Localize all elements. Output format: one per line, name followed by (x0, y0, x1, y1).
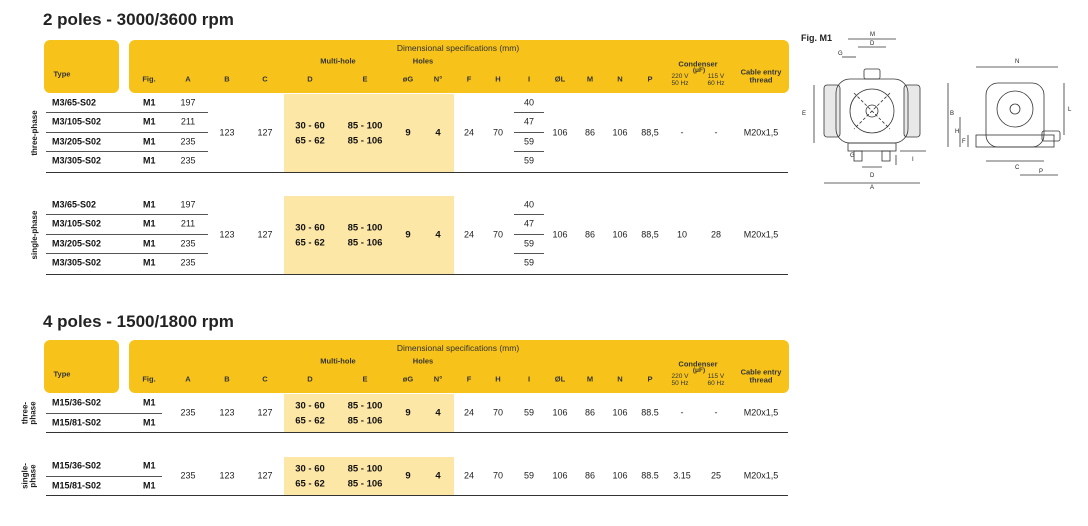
cell-e-bottom: 85 - 106 (347, 135, 383, 147)
cell-m: 86 (584, 127, 596, 138)
header-col-e: E (362, 74, 368, 84)
cell-c: 127 (257, 407, 273, 418)
header-col-l: ØL (554, 374, 566, 384)
cell-a: 235 (180, 238, 196, 249)
header-col-c: C (262, 74, 268, 84)
cell-d-top: 30 - 60 (295, 222, 325, 234)
header-condenser: Condenser (678, 59, 718, 69)
cell-cable: M20x1,5 (743, 229, 779, 240)
cell-g: 9 (405, 470, 411, 482)
cell-h: 70 (492, 229, 504, 240)
cell-a: 235 (180, 155, 196, 166)
header-col-b: B (224, 374, 230, 384)
row-divider (514, 253, 544, 254)
cell-a: 235 (180, 257, 196, 268)
svg-text:A: A (870, 185, 875, 191)
header-col-i: I (527, 74, 531, 84)
group-label-line1: three- (20, 401, 30, 425)
header-col-p: P (647, 374, 653, 384)
cell-n-holes: 4 (435, 407, 441, 419)
cell-p: 88.5 (641, 407, 659, 418)
cell-l: 106 (552, 229, 568, 240)
type-name: M3/205-S02 (52, 238, 102, 249)
row-divider (46, 413, 162, 414)
group-label: three-phase (29, 110, 39, 156)
cell-p: 88.5 (641, 470, 659, 481)
cell-b: 123 (219, 407, 235, 418)
row-divider (46, 132, 208, 133)
row-divider (46, 274, 788, 275)
row-divider (46, 432, 788, 433)
header-220v: 220 V (671, 372, 689, 380)
figure-title: Fig. M1 (801, 33, 832, 43)
cell-f: 24 (463, 127, 475, 138)
cell-h: 70 (492, 407, 504, 418)
cell-cond-50hz: 10 (676, 229, 688, 240)
svg-text:F: F (962, 139, 966, 145)
cell-cond-60hz: - (714, 127, 718, 138)
svg-text:N: N (1015, 59, 1020, 65)
header-col-p: P (647, 74, 653, 84)
cell-d-bottom: 65 - 62 (295, 415, 325, 427)
group-label-line2: phase (29, 464, 38, 488)
cell-d-bottom: 65 - 62 (295, 135, 325, 147)
cell-n: 106 (612, 470, 628, 481)
type-name: M3/65-S02 (52, 199, 97, 210)
cell-f: 24 (463, 407, 475, 418)
cell-a: 197 (180, 199, 196, 210)
cell-a: 235 (180, 407, 196, 418)
fig-value: M1 (143, 480, 156, 491)
header-col-a: A (185, 374, 191, 384)
fig-value: M1 (143, 116, 156, 127)
cell-i: 59 (523, 136, 535, 147)
header-condenser-unit: (μF) (692, 366, 706, 374)
header-cable-thread: thread (749, 375, 773, 385)
header-cable-entry: Cable entry (740, 67, 782, 77)
header-type: Type (53, 69, 71, 79)
cell-cable: M20x1,5 (743, 470, 779, 481)
row-divider (514, 112, 544, 113)
header-col-e: E (362, 374, 368, 384)
cell-i: 40 (523, 199, 535, 210)
cell-f: 24 (463, 229, 475, 240)
type-name: M15/81-S02 (52, 480, 102, 491)
cell-a: 235 (180, 136, 196, 147)
cell-n: 106 (612, 127, 628, 138)
fig-value: M1 (143, 199, 156, 210)
fig-value: M1 (143, 97, 156, 108)
group-label-line1: single- (20, 463, 30, 489)
svg-text:D: D (870, 41, 875, 47)
row-divider (514, 151, 544, 152)
header-col-d: D (307, 74, 313, 84)
cell-a: 211 (180, 218, 196, 229)
svg-text:B: B (950, 111, 955, 117)
type-name: M15/36-S02 (52, 397, 102, 408)
row-divider (46, 234, 208, 235)
cell-d-top: 30 - 60 (295, 120, 325, 132)
header-col-d: D (307, 374, 313, 384)
cell-d-bottom: 65 - 62 (295, 478, 325, 490)
header-multihole: Multi-hole (320, 356, 356, 366)
row-divider (46, 172, 788, 173)
header-col-fig: Fig. (142, 74, 156, 84)
header-col-n: N (617, 374, 623, 384)
header-60hz: 60 Hz (707, 79, 725, 87)
header-col-f: F (466, 374, 472, 384)
svg-text:D: D (870, 173, 875, 179)
row-divider (46, 476, 162, 477)
cell-e-top: 85 - 100 (347, 463, 383, 475)
fig-value: M1 (143, 397, 156, 408)
cell-m: 86 (584, 407, 596, 418)
header-dimensional: Dimensional specifications (mm) (396, 342, 520, 353)
header-220v: 220 V (671, 72, 689, 80)
cell-cable: M20x1,5 (743, 127, 779, 138)
header-col-c: C (262, 374, 268, 384)
cell-i: 47 (523, 218, 535, 229)
type-name: M3/65-S02 (52, 97, 97, 108)
header-cable-thread: thread (749, 75, 773, 85)
svg-text:E: E (802, 111, 807, 117)
cell-e-bottom: 85 - 106 (347, 415, 383, 427)
cell-b: 123 (219, 229, 235, 240)
cell-i: 59 (523, 238, 535, 249)
svg-text:I: I (912, 157, 914, 163)
cell-n-holes: 4 (435, 127, 441, 139)
header-col-m: M (586, 374, 594, 384)
header-dimensional: Dimensional specifications (mm) (396, 42, 520, 53)
cell-cond-50hz: - (680, 127, 684, 138)
group-label (22, 463, 39, 489)
cell-i: 59 (523, 470, 535, 481)
fig-value: M1 (143, 155, 156, 166)
multihole-column-shade (284, 196, 454, 274)
cell-h: 70 (492, 470, 504, 481)
cell-b: 123 (219, 470, 235, 481)
cell-e-bottom: 85 - 106 (347, 237, 383, 249)
group-label-line2: phase (29, 401, 38, 425)
fig-value: M1 (143, 136, 156, 147)
header-col-nh: N° (433, 374, 443, 384)
cell-b: 123 (219, 127, 235, 138)
cell-l: 106 (552, 470, 568, 481)
cell-cond-50hz: 3.15 (673, 470, 691, 481)
header-col-h: H (495, 74, 501, 84)
header-col-g: øG (402, 74, 414, 84)
dimension-drawing (796, 27, 1086, 191)
row-divider (46, 151, 208, 152)
cell-m: 86 (584, 229, 596, 240)
row-divider (46, 495, 788, 496)
header-cable-entry: Cable entry (740, 367, 782, 377)
cell-i: 59 (523, 155, 535, 166)
header-col-a: A (185, 74, 191, 84)
header-condenser-unit: (μF) (692, 66, 706, 74)
fig-value: M1 (143, 238, 156, 249)
svg-text:M: M (870, 32, 875, 38)
row-divider (514, 132, 544, 133)
header-condenser: Condenser (678, 359, 718, 369)
cell-n: 106 (612, 229, 628, 240)
type-name: M15/36-S02 (52, 460, 102, 471)
cell-a: 235 (180, 470, 196, 481)
cell-g: 9 (405, 127, 411, 139)
cell-e-bottom: 85 - 106 (347, 478, 383, 490)
svg-text:H: H (955, 129, 960, 135)
cell-cond-50hz: - (680, 407, 684, 418)
header-col-g: øG (402, 374, 414, 384)
row-divider (46, 214, 208, 215)
fig-value: M1 (143, 218, 156, 229)
header-115v: 115 V (707, 72, 725, 80)
cell-a: 211 (180, 116, 196, 127)
cell-n: 106 (612, 407, 628, 418)
cell-g: 9 (405, 229, 411, 241)
cell-i: 47 (523, 116, 535, 127)
type-header-cell (44, 40, 119, 93)
header-50hz: 50 Hz (671, 379, 689, 387)
type-name: M3/105-S02 (52, 218, 102, 229)
cell-g: 9 (405, 407, 411, 419)
row-divider (514, 234, 544, 235)
cell-i: 40 (523, 97, 535, 108)
cell-c: 127 (257, 229, 273, 240)
cell-l: 106 (552, 127, 568, 138)
cell-c: 127 (257, 470, 273, 481)
type-name: M3/305-S02 (52, 257, 102, 268)
cell-n-holes: 4 (435, 229, 441, 241)
cell-h: 70 (492, 127, 504, 138)
header-115v: 115 V (707, 372, 725, 380)
cell-e-top: 85 - 100 (347, 400, 383, 412)
cell-cond-60hz: - (714, 407, 718, 418)
group-label: single-phase (29, 210, 39, 260)
cell-e-top: 85 - 100 (347, 120, 383, 132)
header-col-nh: N° (433, 74, 443, 84)
cell-l: 106 (552, 407, 568, 418)
type-name: M15/81-S02 (52, 417, 102, 428)
svg-text:C: C (1015, 165, 1020, 171)
cell-cond-60hz: 28 (710, 229, 722, 240)
cell-d-top: 30 - 60 (295, 463, 325, 475)
header-holes: Holes (412, 356, 434, 366)
svg-text:L: L (1068, 107, 1072, 113)
header-50hz: 50 Hz (671, 79, 689, 87)
cell-cable: M20x1,5 (743, 407, 779, 418)
cell-cond-60hz: 25 (710, 470, 722, 481)
header-col-h: H (495, 374, 501, 384)
section2-title: 4 poles - 1500/1800 rpm (43, 312, 234, 331)
row-divider (514, 214, 544, 215)
svg-text:G: G (850, 153, 855, 159)
header-type: Type (53, 369, 71, 379)
header-col-f: F (466, 74, 472, 84)
cell-i: 59 (523, 407, 535, 418)
header-multihole: Multi-hole (320, 56, 356, 66)
cell-c: 127 (257, 127, 273, 138)
fig-value: M1 (143, 257, 156, 268)
cell-d-top: 30 - 60 (295, 400, 325, 412)
multihole-column-shade (284, 94, 454, 172)
section1-title: 2 poles - 3000/3600 rpm (43, 10, 234, 29)
cell-m: 86 (584, 470, 596, 481)
cell-e-top: 85 - 100 (347, 222, 383, 234)
header-col-b: B (224, 74, 230, 84)
svg-text:P: P (1039, 169, 1044, 175)
header-60hz: 60 Hz (707, 379, 725, 387)
header-holes: Holes (412, 56, 434, 66)
type-name: M3/105-S02 (52, 116, 102, 127)
header-col-fig: Fig. (142, 374, 156, 384)
type-name: M3/305-S02 (52, 155, 102, 166)
header-col-i: I (527, 374, 531, 384)
cell-f: 24 (463, 470, 475, 481)
fig-value: M1 (143, 460, 156, 471)
cell-i: 59 (523, 257, 535, 268)
row-divider (46, 253, 208, 254)
cell-p: 88,5 (641, 127, 659, 138)
header-col-l: ØL (554, 74, 566, 84)
type-name: M3/205-S02 (52, 136, 102, 147)
row-divider (46, 112, 208, 113)
header-col-m: M (586, 74, 594, 84)
cell-a: 197 (180, 97, 196, 108)
cell-n-holes: 4 (435, 470, 441, 482)
cell-d-bottom: 65 - 62 (295, 237, 325, 249)
header-col-n: N (617, 74, 623, 84)
cell-p: 88,5 (641, 229, 659, 240)
fig-value: M1 (143, 417, 156, 428)
type-header-cell (44, 340, 119, 393)
group-label (22, 401, 39, 424)
svg-text:G: G (838, 51, 843, 57)
